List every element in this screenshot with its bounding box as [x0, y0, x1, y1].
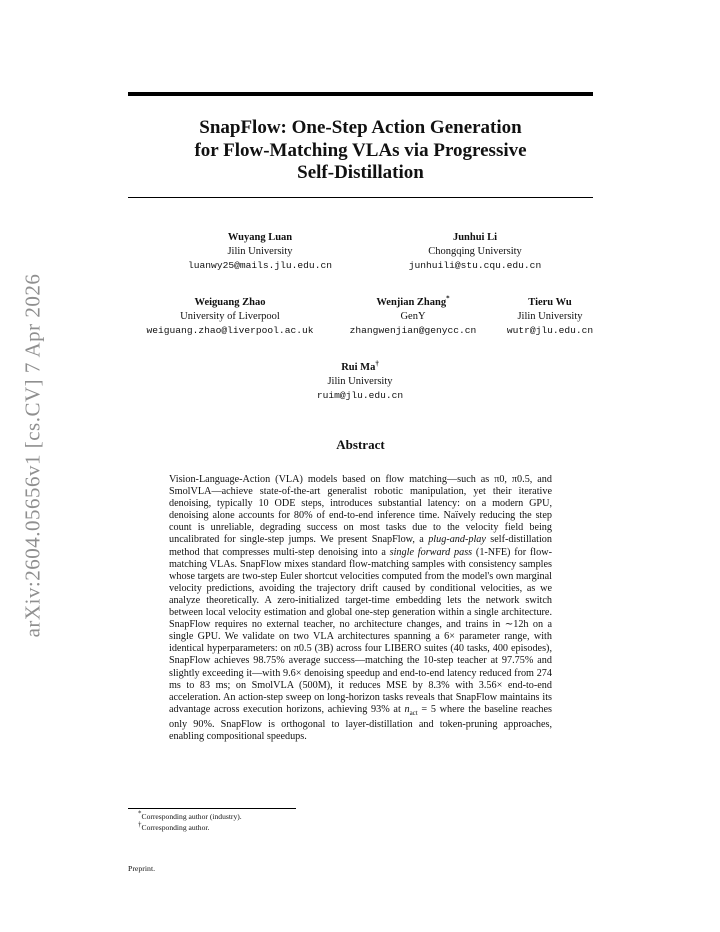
author-name: Wenjian Zhang*	[376, 294, 450, 308]
author-block-1	[160, 231, 360, 273]
author-name: Wuyang Luan	[227, 232, 293, 243]
author-block-6	[260, 361, 460, 403]
footnote-2: †Corresponding author.	[138, 820, 210, 832]
author-email[interactable]: wutr@jlu.edu.cn	[506, 325, 594, 336]
author-name: Junhui Li	[452, 232, 498, 243]
arxiv-id: arXiv:2604.05656v1 [cs.CV] 7 Apr 2026	[20, 273, 45, 637]
arxiv-stamp	[18, 265, 48, 645]
title-line-1: SnapFlow: One-Step Action Generation	[199, 117, 522, 138]
author-name: Rui Ma†	[341, 359, 379, 373]
author-name: Weiguang Zhao	[194, 297, 266, 308]
author-email[interactable]: luanwy25@mails.jlu.edu.cn	[188, 260, 332, 271]
author-affiliation: Jilin University	[227, 246, 293, 257]
author-email[interactable]: junhuili@stu.cqu.edu.cn	[408, 260, 542, 271]
title-line-2: for Flow-Matching VLAs via Progressive	[194, 139, 527, 161]
footnote-rule	[128, 808, 296, 809]
author-name: Tieru Wu	[528, 297, 572, 308]
author-email[interactable]: ruim@jlu.edu.cn	[316, 390, 404, 401]
title-bottom-rule	[128, 197, 593, 198]
title-top-rule	[128, 92, 593, 96]
author-email[interactable]: zhangwenjian@genycc.cn	[349, 325, 477, 336]
preprint-label: Preprint.	[128, 864, 156, 873]
paper-title	[128, 117, 593, 185]
author-block-5	[485, 296, 615, 338]
abstract-heading: Abstract	[336, 437, 385, 452]
abstract-text: Vision-Language-Action (VLA) models based on flow matching—such as π0, π0.5, and SmolVLA—achieve state-of-the-art generalist robotic manipulation, yet their iterative denoising, typically 10 ODE steps, introduces substantial latency: on a modern GPU, denoising alone accounts for 80% of end-to-end inference time. Naïvely reducing the step count is unreliable, degrading success on most tasks due to the velocity field being uncalibrated for single-step jumps. We present SnapFlow, a plug-and-play self-distillation method that compresses multi-step denoising into a single forward pass (1-NFE) for flow-matching VLAs. SnapFlow mixes standard flow-matching samples with consistency samples whose targets are two-step Euler shortcut velocities computed from the model's own marginal velocity predictions, avoiding the trajectory drift caused by conditional velocities, as we analyze theoretically. A zero-initialized target-time embedding lets the network switch between local velocity estimation and global one-step generation within a single architecture. SnapFlow requires no external teacher, no architecture changes, and trains in ∼12h on a single GPU. We validate on two VLA architectures spanning a 6× parameter range, with identical hyperparameters: on π0.5 (3B) across four LIBERO suites (40 tasks, 400 episodes), SnapFlow achieves 98.75% average success—matching the 10-step teacher at 97.75% and slightly exceeding it—with 9.6× denoising speedup and end-to-end latency reduced from 274 ms to 83 ms; on SmolVLA (500M), it reduces MSE by 8.3% with 3.56× end-to-end acceleration. An action-step sweep on long-horizon tasks reveals that SnapFlow maintains its advantage across execution horizons, achieving 93% at $n_{act} = 5$ where the baseline reaches only 90%. SnapFlow is orthogonal to layer-distillation and token-pruning approaches, enabling compositional speedups.	[169, 474, 552, 742]
author-affiliation: Jilin University	[327, 376, 393, 387]
author-block-4	[328, 296, 498, 338]
footnote-1: *Corresponding author (industry).	[138, 809, 242, 821]
author-block-3	[130, 296, 330, 338]
author-affiliation: Chongqing University	[428, 246, 522, 257]
author-affiliation: University of Liverpool	[180, 311, 280, 322]
author-affiliation: GenY	[400, 311, 426, 322]
title-line-3: Self-Distillation	[297, 162, 424, 183]
author-affiliation: Jilin University	[517, 311, 583, 322]
author-email[interactable]: weiguang.zhao@liverpool.ac.uk	[146, 325, 314, 336]
author-block-2	[360, 231, 590, 273]
